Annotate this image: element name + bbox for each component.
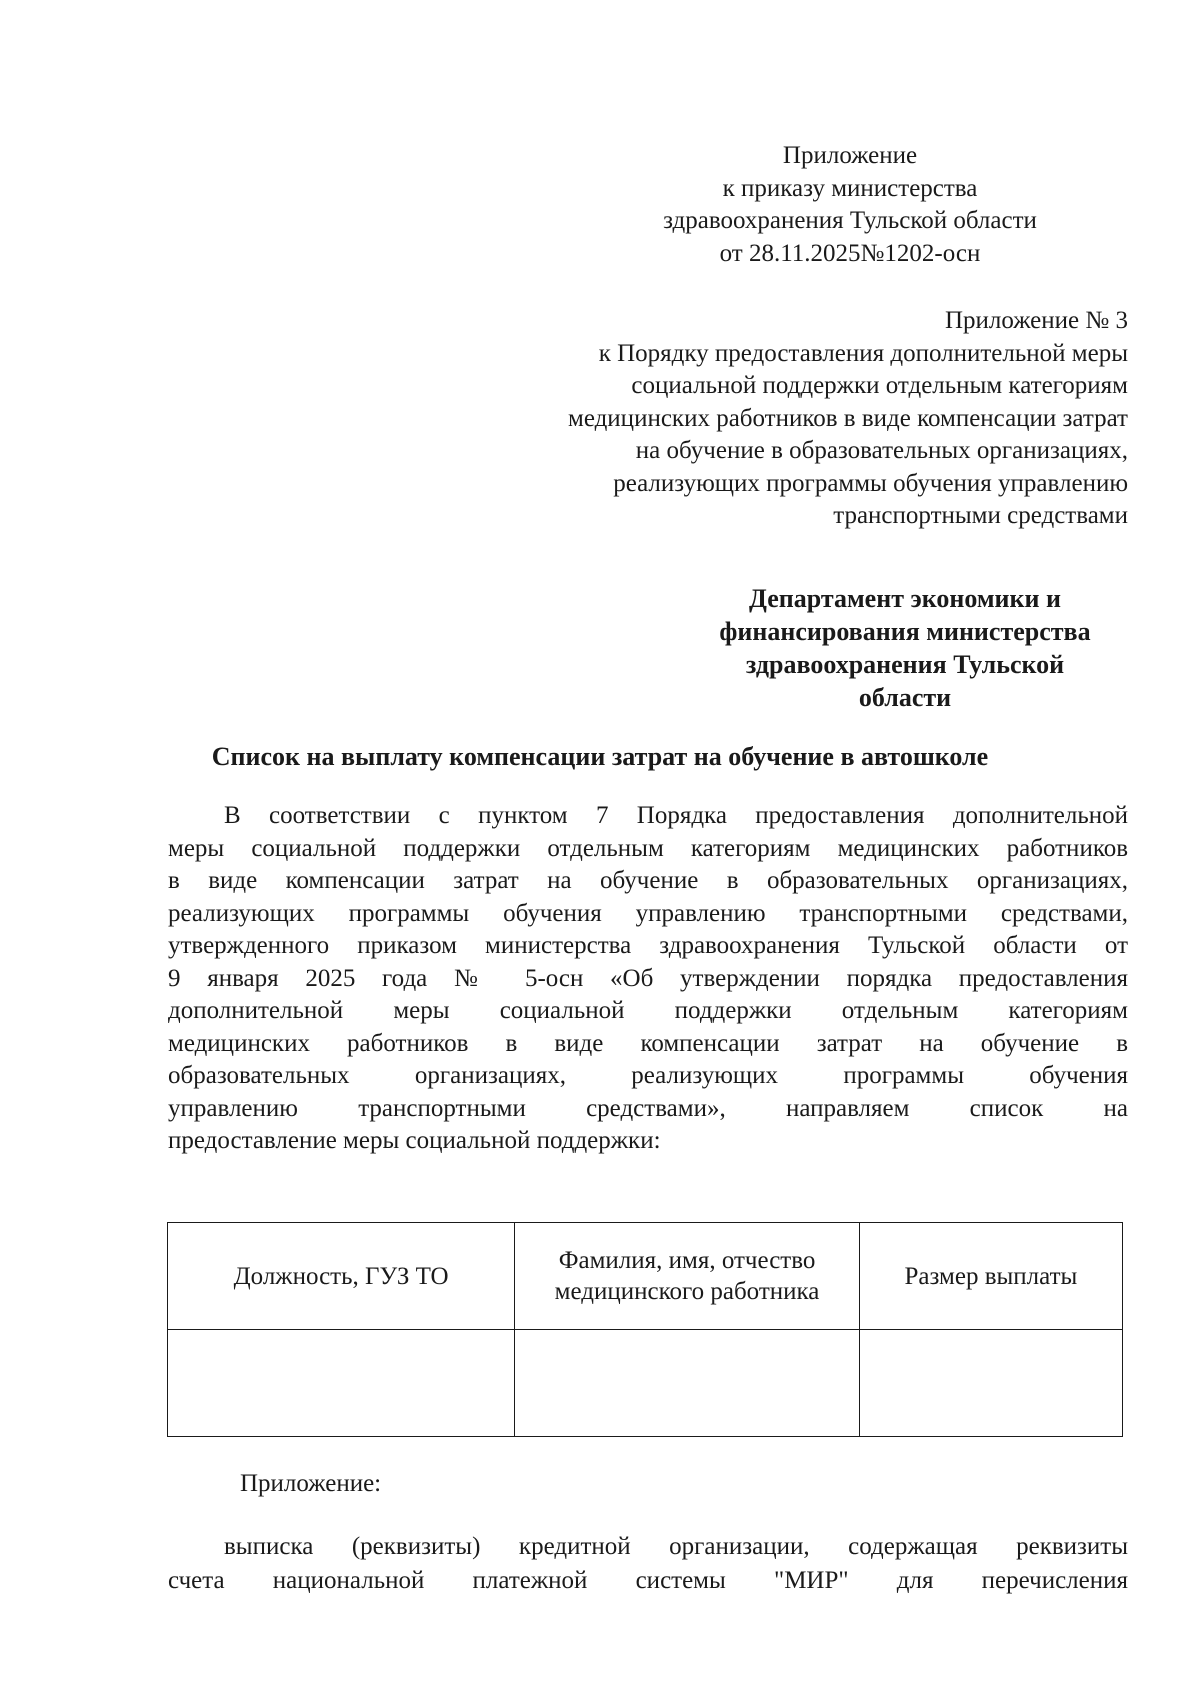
paragraph-line: образовательных организациях, реализующих программы обучения xyxy=(168,1062,1128,1089)
appendix-line: реализующих программы обучения управлению xyxy=(613,469,1128,497)
header-line: от 28.11.2025№1202-осн xyxy=(719,239,981,267)
order-reference-block xyxy=(600,140,1100,270)
table-header-row xyxy=(168,1223,1123,1330)
table-cell-full-name xyxy=(515,1330,860,1437)
addressee-department xyxy=(680,582,1130,714)
appendix-line: социальной поддержки отдельным категориям xyxy=(631,372,1128,399)
column-header-position: Должность, ГУЗ ТО xyxy=(168,1223,515,1330)
appendix-line: на обучение в образовательных организациях, xyxy=(635,437,1128,464)
department-line: области xyxy=(858,683,952,712)
appendix-line: к Порядку предоставления дополнительной меры xyxy=(598,339,1128,367)
appendix-line: Приложение № 3 xyxy=(944,307,1128,334)
paragraph-line: В соответствии с пунктом 7 Порядка предоставления дополнительной xyxy=(224,802,1128,829)
paragraph-line: дополнительной меры социальной поддержки отдельным категориям xyxy=(168,997,1128,1024)
table-row xyxy=(168,1330,1123,1437)
attachment-label: Приложение: xyxy=(240,1470,382,1497)
paragraph-line: утвержденного приказом министерства здравоохранения Тульской области от xyxy=(168,932,1128,959)
header-line: здравоохранения Тульской области xyxy=(663,207,1037,234)
attachment-line: счета национальной платежной системы "МИР" для перечисления xyxy=(168,1567,1128,1594)
document-title: Список на выплату компенсации затрат на обучение в автошколе xyxy=(211,742,989,771)
department-line: Департамент экономики и xyxy=(749,584,1061,613)
header-line: к приказу министерства xyxy=(722,174,978,202)
attachment-line: выписка (реквизиты) кредитной организации, содержащая реквизиты xyxy=(224,1533,1128,1560)
column-header-payment-amount: Размер выплаты xyxy=(859,1223,1122,1330)
appendix-line: транспортными средствами xyxy=(833,502,1128,529)
appendix-3-reference-block xyxy=(440,305,1128,533)
column-header-full-name: Фамилия, имя, отчество медицинского работника xyxy=(515,1223,860,1330)
paragraph-line: меры социальной поддержки отдельным категориям медицинских работников xyxy=(168,834,1128,862)
attachment-text xyxy=(168,1530,1128,1598)
header-line: Приложение xyxy=(782,142,918,169)
appendix-line: медицинских работников в виде компенсации затрат xyxy=(568,404,1128,432)
main-paragraph xyxy=(168,800,1128,1158)
department-line: финансирования министерства xyxy=(719,617,1091,646)
payment-list-table xyxy=(167,1222,1123,1437)
table-cell-payment-amount xyxy=(859,1330,1122,1437)
paragraph-line: 9 января 2025 года № 5-осн «Об утверждении порядка предоставления xyxy=(168,964,1128,992)
table-cell-position xyxy=(168,1330,515,1437)
paragraph-line: реализующих программы обучения управлению транспортными средствами, xyxy=(168,899,1128,927)
paragraph-line: в виде компенсации затрат на обучение в образовательных организациях, xyxy=(168,867,1128,894)
paragraph-line: медицинских работников в виде компенсации затрат на обучение в xyxy=(168,1029,1128,1057)
paragraph-line: предоставление меры социальной поддержки: xyxy=(168,1127,661,1154)
paragraph-line: управлению транспортными средствами», направляем список на xyxy=(168,1094,1128,1122)
department-line: здравоохранения Тульской xyxy=(745,650,1065,679)
